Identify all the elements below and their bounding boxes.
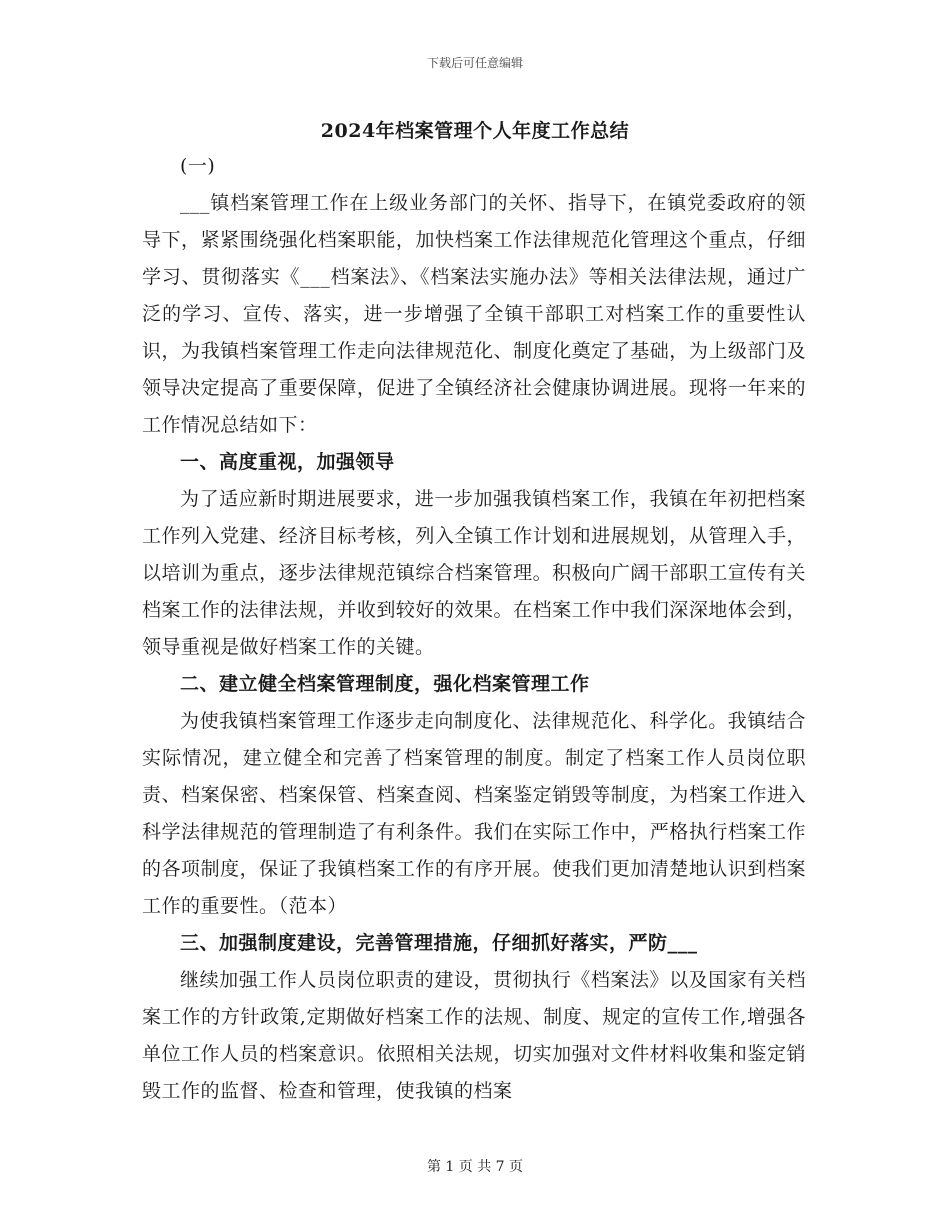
section-heading-2: 二、建立健全档案管理制度，强化档案管理工作	[180, 673, 590, 695]
section-heading-3: 三、加强制度建设，完善管理措施，仔细抓好落实，严防___	[180, 932, 698, 954]
document-title: 2024年档案管理个人年度工作总结	[320, 120, 630, 142]
document-body	[142, 148, 806, 1110]
header-note: 下载后可任意编辑	[426, 56, 523, 70]
section-body-2: 为使我镇档案管理工作逐步走向制度化、法律规范化、科学化。我镇结合实际情况，建立健全和完善了档案管理的制度。制定了档案工作人员岗位职责、档案保密、档案保管、档案查阅、档案鉴定销毁等制度，为档案工作进入科学法律规范的管理制造了有利条件。我们在实际工作中，严格执行档案工作的各项制度，保证了我镇档案工作的有序开展。使我们更加清楚地认识到档案工作的重要性。（范本）	[142, 710, 806, 917]
section-heading-1: 一、高度重视，加强领导	[180, 451, 395, 473]
intro-paragraph: ___镇档案管理工作在上级业务部门的关怀、指导下，在镇党委政府的领导下，紧紧围绕强化档案职能，加快档案工作法律规范化管理这个重点，仔细学习、贯彻落实《___档案法》、《档案法实施办法》等相关法律法规，通过广泛的学习、宣传、落实，进一步增强了全镇干部职工对档案工作的重要性认识，为我镇档案管理工作走向法律规范化、制度化奠定了基础，为上级部门及领导决定提高了重要保障，促进了全镇经济社会健康协调进展。现将一年来的工作情况总结如下：	[142, 192, 806, 436]
page-footer: 第 1 页 共 7 页	[426, 1159, 524, 1175]
subtitle: (一)	[180, 155, 216, 177]
section-body-3: 继续加强工作人员岗位职责的建设，贯彻执行《档案法》以及国家有关档案工作的方针政策,定期做好档案工作的法规、制度、规定的宣传工作,增强各单位工作人员的档案意识。依照相关法规，切实加强对文件材料收集和鉴定销毁工作的监督、检查和管理，使我镇的档案	[142, 969, 806, 1102]
section-body-1: 为了适应新时期进展要求，进一步加强我镇档案工作，我镇在年初把档案工作列入党建、经济目标考核，列入全镇工作计划和进展规划，从管理入手，以培训为重点，逐步法律规范镇综合档案管理。积极向广阔干部职工宣传有关档案工作的法律法规，并收到较好的效果。在档案工作中我们深深地体会到，领导重视是做好档案工作的关键。	[142, 488, 806, 658]
